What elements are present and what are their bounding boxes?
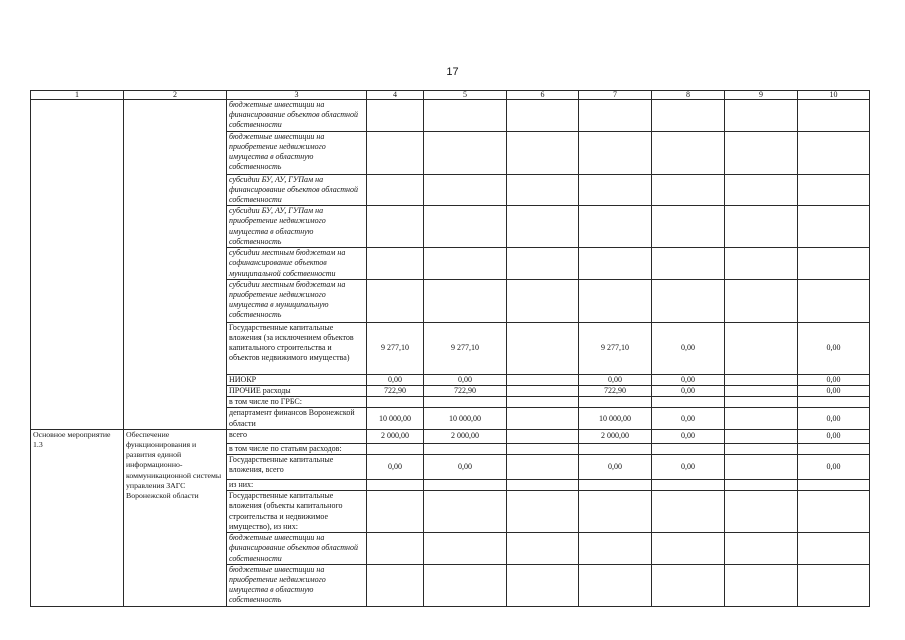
value-cell-col-7: [579, 174, 652, 206]
expense-item-label: субсидии местным бюджетам на софинансирование объектов муниципальной собственности: [227, 248, 367, 280]
value-cell-col-6: [507, 322, 579, 374]
expense-item-label: субсидии БУ, АУ, ГУПам на приобретение недвижимого имущества в областную собственность: [227, 206, 367, 248]
value-cell-col-10: 0,00: [798, 455, 870, 480]
value-cell-col-4: 722,90: [367, 386, 424, 397]
value-cell-col-9: [725, 429, 798, 443]
value-cell-col-5: [424, 206, 507, 248]
value-cell-col-5: 0,00: [424, 455, 507, 480]
value-cell-col-6: [507, 480, 579, 491]
column-number-header: 6: [507, 91, 579, 100]
value-cell-col-7: [579, 397, 652, 408]
value-cell-col-5: [424, 100, 507, 132]
value-cell-col-4: [367, 206, 424, 248]
value-cell-col-5: [424, 397, 507, 408]
value-cell-col-7: 10 000,00: [579, 408, 652, 429]
value-cell-col-4: [367, 131, 424, 174]
value-cell-col-4: [367, 533, 424, 565]
value-cell-col-8: [652, 100, 725, 132]
column-number-header: 3: [227, 91, 367, 100]
value-cell-col-10: [798, 491, 870, 533]
value-cell-col-9: [725, 248, 798, 280]
expense-item-label: бюджетные инвестиции на финансирование объектов областной собственности: [227, 533, 367, 565]
value-cell-col-4: 0,00: [367, 374, 424, 385]
value-cell-col-8: [652, 443, 725, 454]
value-cell-col-10: 0,00: [798, 429, 870, 443]
value-cell-col-7: [579, 480, 652, 491]
value-cell-col-6: [507, 408, 579, 429]
value-cell-col-6: [507, 279, 579, 322]
expense-item-label: Государственные капитальные вложения (за исключением объектов капитального строительства и объектов недвижимого имущества): [227, 322, 367, 374]
value-cell-col-7: 2 000,00: [579, 429, 652, 443]
expense-item-label: Государственные капитальные вложения, всего: [227, 455, 367, 480]
value-cell-col-8: [652, 279, 725, 322]
expense-item-label: из них:: [227, 480, 367, 491]
measure-name-cell: [31, 100, 124, 430]
value-cell-col-4: [367, 248, 424, 280]
value-cell-col-5: 722,90: [424, 386, 507, 397]
value-cell-col-9: [725, 480, 798, 491]
expense-item-label: департамент финансов Воронежской области: [227, 408, 367, 429]
expense-item-label: субсидии местным бюджетам на приобретение недвижимого имущества в муниципальную собственность: [227, 279, 367, 322]
value-cell-col-6: [507, 174, 579, 206]
value-cell-col-7: [579, 206, 652, 248]
value-cell-col-5: [424, 174, 507, 206]
budget-table: [30, 90, 870, 607]
value-cell-col-6: [507, 374, 579, 385]
value-cell-col-5: 10 000,00: [424, 408, 507, 429]
value-cell-col-9: [725, 206, 798, 248]
value-cell-col-9: [725, 386, 798, 397]
expense-item-label: субсидии БУ, АУ, ГУПам на финансирование объектов областной собственности: [227, 174, 367, 206]
expense-item-label: НИОКР: [227, 374, 367, 385]
value-cell-col-4: [367, 443, 424, 454]
value-cell-col-6: [507, 248, 579, 280]
value-cell-col-7: [579, 533, 652, 565]
value-cell-col-9: [725, 533, 798, 565]
value-cell-col-8: 0,00: [652, 322, 725, 374]
value-cell-col-9: [725, 443, 798, 454]
value-cell-col-9: [725, 279, 798, 322]
value-cell-col-10: [798, 397, 870, 408]
value-cell-col-6: [507, 206, 579, 248]
value-cell-col-4: [367, 174, 424, 206]
table-row: [31, 100, 870, 132]
value-cell-col-5: [424, 564, 507, 606]
value-cell-col-9: [725, 374, 798, 385]
value-cell-col-10: [798, 480, 870, 491]
value-cell-col-10: [798, 279, 870, 322]
value-cell-col-7: [579, 279, 652, 322]
column-number-header: 5: [424, 91, 507, 100]
value-cell-col-8: [652, 206, 725, 248]
value-cell-col-7: 0,00: [579, 374, 652, 385]
value-cell-col-10: [798, 443, 870, 454]
expense-item-label: в том числе по статьям расходов:: [227, 443, 367, 454]
column-number-header: 2: [124, 91, 227, 100]
value-cell-col-8: [652, 491, 725, 533]
value-cell-col-4: [367, 100, 424, 132]
value-cell-col-10: [798, 100, 870, 132]
value-cell-col-8: [652, 397, 725, 408]
value-cell-col-10: 0,00: [798, 374, 870, 385]
value-cell-col-4: 2 000,00: [367, 429, 424, 443]
column-number-header: 4: [367, 91, 424, 100]
value-cell-col-9: [725, 397, 798, 408]
value-cell-col-8: [652, 174, 725, 206]
measure-description-cell: [124, 100, 227, 430]
value-cell-col-7: 9 277,10: [579, 322, 652, 374]
column-number-header: 7: [579, 91, 652, 100]
value-cell-col-9: [725, 455, 798, 480]
value-cell-col-5: [424, 491, 507, 533]
value-cell-col-6: [507, 455, 579, 480]
page-number: 17: [446, 66, 459, 78]
table-body: [31, 100, 870, 607]
value-cell-col-7: [579, 564, 652, 606]
value-cell-col-9: [725, 100, 798, 132]
value-cell-col-5: [424, 533, 507, 565]
value-cell-col-6: [507, 386, 579, 397]
value-cell-col-9: [725, 564, 798, 606]
value-cell-col-10: [798, 131, 870, 174]
value-cell-col-6: [507, 443, 579, 454]
value-cell-col-9: [725, 491, 798, 533]
value-cell-col-5: [424, 480, 507, 491]
value-cell-col-10: [798, 206, 870, 248]
value-cell-col-6: [507, 131, 579, 174]
value-cell-col-9: [725, 174, 798, 206]
value-cell-col-7: [579, 100, 652, 132]
value-cell-col-7: [579, 248, 652, 280]
expense-item-label: всего: [227, 429, 367, 443]
value-cell-col-8: 0,00: [652, 386, 725, 397]
expense-item-label: в том числе по ГРБС:: [227, 397, 367, 408]
value-cell-col-6: [507, 491, 579, 533]
value-cell-col-7: [579, 491, 652, 533]
value-cell-col-4: [367, 480, 424, 491]
value-cell-col-5: [424, 131, 507, 174]
value-cell-col-7: [579, 131, 652, 174]
value-cell-col-4: 10 000,00: [367, 408, 424, 429]
table-row: [31, 429, 870, 443]
value-cell-col-7: [579, 443, 652, 454]
value-cell-col-7: 722,90: [579, 386, 652, 397]
value-cell-col-9: [725, 131, 798, 174]
value-cell-col-7: 0,00: [579, 455, 652, 480]
value-cell-col-4: [367, 397, 424, 408]
expense-item-label: бюджетные инвестиции на финансирование объектов областной собственности: [227, 100, 367, 132]
value-cell-col-5: 2 000,00: [424, 429, 507, 443]
value-cell-col-10: [798, 564, 870, 606]
column-number-header: 8: [652, 91, 725, 100]
value-cell-col-8: [652, 564, 725, 606]
value-cell-col-8: 0,00: [652, 374, 725, 385]
value-cell-col-6: [507, 397, 579, 408]
value-cell-col-4: 9 277,10: [367, 322, 424, 374]
value-cell-col-5: [424, 248, 507, 280]
value-cell-col-8: [652, 533, 725, 565]
value-cell-col-5: 9 277,10: [424, 322, 507, 374]
value-cell-col-10: 0,00: [798, 322, 870, 374]
value-cell-col-8: [652, 480, 725, 491]
value-cell-col-6: [507, 533, 579, 565]
value-cell-col-4: 0,00: [367, 455, 424, 480]
value-cell-col-4: [367, 564, 424, 606]
value-cell-col-8: 0,00: [652, 455, 725, 480]
value-cell-col-8: [652, 248, 725, 280]
column-number-header: 9: [725, 91, 798, 100]
value-cell-col-9: [725, 408, 798, 429]
expense-item-label: бюджетные инвестиции на приобретение недвижимого имущества в областную собственность: [227, 131, 367, 174]
value-cell-col-10: [798, 533, 870, 565]
measure-name-cell: Основное мероприятие 1.3: [31, 429, 124, 606]
value-cell-col-6: [507, 564, 579, 606]
value-cell-col-10: 0,00: [798, 386, 870, 397]
column-number-row: [31, 91, 870, 100]
value-cell-col-4: [367, 491, 424, 533]
column-number-header: 1: [31, 91, 124, 100]
value-cell-col-10: [798, 174, 870, 206]
value-cell-col-5: 0,00: [424, 374, 507, 385]
value-cell-col-6: [507, 100, 579, 132]
expense-item-label: ПРОЧИЕ расходы: [227, 386, 367, 397]
value-cell-col-5: [424, 279, 507, 322]
value-cell-col-5: [424, 443, 507, 454]
measure-description-cell: Обеспечение функционирования и развития единой информационно-коммуникационной системы управления ЗАГС Воронежской области: [124, 429, 227, 606]
value-cell-col-10: 0,00: [798, 408, 870, 429]
value-cell-col-6: [507, 429, 579, 443]
value-cell-col-10: [798, 248, 870, 280]
value-cell-col-8: 0,00: [652, 408, 725, 429]
expense-item-label: Государственные капитальные вложения (объекты капитального строительства и недвижимое имущество), из них:: [227, 491, 367, 533]
value-cell-col-8: 0,00: [652, 429, 725, 443]
value-cell-col-8: [652, 131, 725, 174]
column-number-header: 10: [798, 91, 870, 100]
value-cell-col-9: [725, 322, 798, 374]
value-cell-col-4: [367, 279, 424, 322]
expense-item-label: бюджетные инвестиции на приобретение недвижимого имущества в областную собственность: [227, 564, 367, 606]
